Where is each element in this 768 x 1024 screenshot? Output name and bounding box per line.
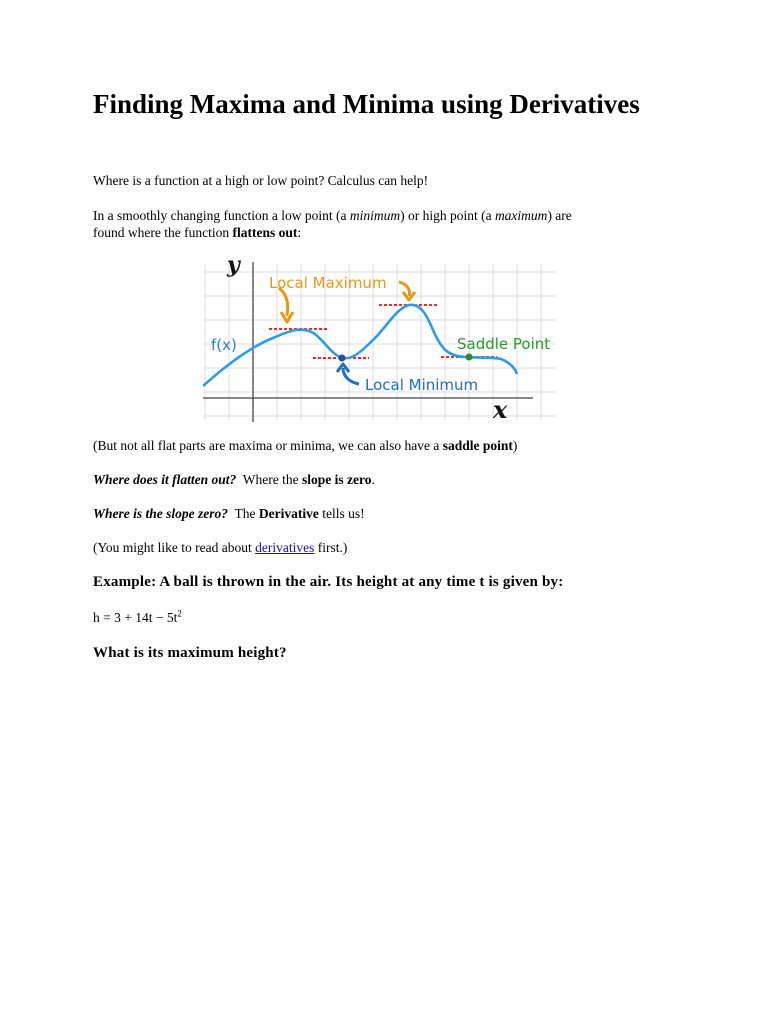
slope-zero-term: slope is zero [302,472,372,487]
text-span: ) or high point (a [400,208,495,223]
local-minimum-point [339,355,346,362]
derivative-term: Derivative [258,506,319,521]
flatten-paragraph [93,207,653,241]
text-span: Where the [236,472,302,487]
text-span: first.) [314,540,348,555]
y-axis-label: y [227,252,240,278]
text-span: In a smoothly changing function a low point (a [93,208,350,223]
local-minimum-label: Local Minimum [365,376,479,394]
text-span: : [297,225,302,240]
flatten-question: Where does it flatten out? [93,472,237,487]
slope-question: Where is the slope zero? [93,506,228,521]
text-span: ) [512,438,518,453]
saddle-note-paragraph [93,437,517,454]
maximum-term: maximum [494,208,548,223]
height-equation [93,609,182,626]
text-span: . [371,472,375,487]
text-span: tells us! [318,506,365,521]
text-span: ) are [547,208,572,223]
fx-label: f(x) [211,336,237,354]
saddle-point-marker [466,354,473,361]
saddle-point-label: Saddle Point [457,335,551,353]
text-span: The [228,506,259,521]
flattens-out-term: flattens out [232,225,298,240]
derivatives-link-paragraph [93,539,347,556]
equation-exponent: 2 [177,608,182,619]
x-axis-label: x [493,395,508,424]
text-span: (But not all flat parts are maxima or minima, we can also have a [93,438,443,453]
min-arrow [343,368,359,384]
intro-paragraph: Where is a function at a high or low point? Calculus can help! [93,173,429,188]
saddle-point-term: saddle point [442,438,513,453]
minimum-term: minimum [349,208,401,223]
maxima-minima-figure [203,250,563,425]
text-span: found where the function [93,225,233,240]
text-span: (You might like to read about [93,540,256,555]
derivatives-link[interactable]: derivatives [255,540,315,555]
slope-question-paragraph [93,505,365,522]
flatten-question-paragraph [93,471,375,488]
maxima-minima-diagram [203,250,563,425]
page-title: Finding Maxima and Minima using Derivatives [93,89,640,119]
local-maximum-label: Local Maximum [269,274,387,292]
equation-text: h = 3 + 14t − 5t [93,610,178,625]
maximum-height-subheading: What is its maximum height? [93,645,287,661]
max-arrow-1 [279,288,288,316]
example-heading: Example: A ball is thrown in the air. Its height at any time t is given by: [93,574,564,590]
